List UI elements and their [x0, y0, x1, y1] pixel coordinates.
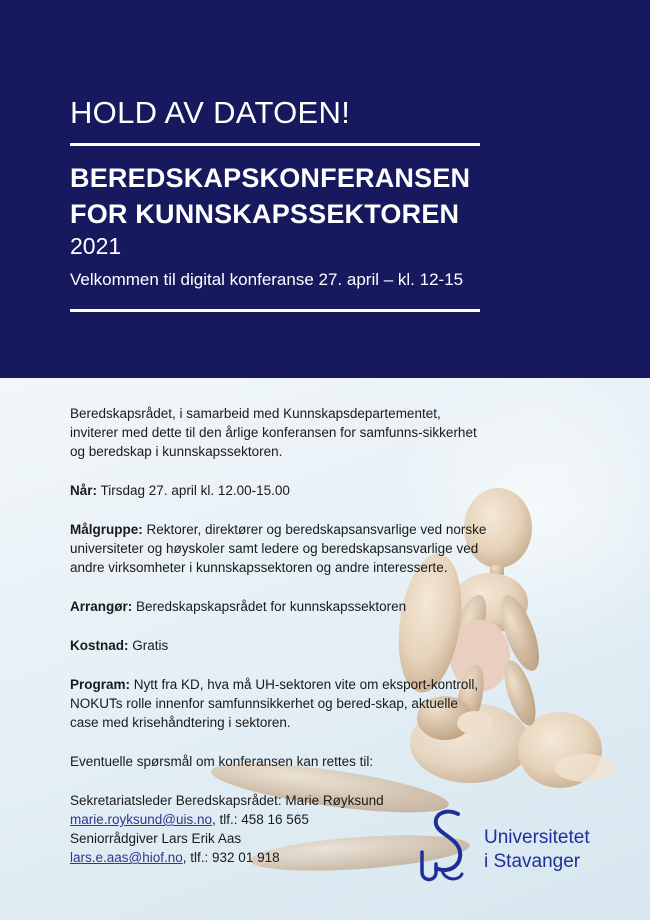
contact-1-name: Sekretariatsleder Beredskapsrådet: Marie Røyksund [70, 793, 384, 808]
organizer-label: Arrangør: [70, 599, 133, 614]
cost-paragraph [70, 636, 490, 655]
cost-text: Gratis [132, 638, 169, 653]
conference-title-line2: FOR KUNNSKAPSSEKTOREN [70, 199, 460, 229]
when-text: Tirsdag 27. april kl. 12.00-15.00 [100, 483, 290, 498]
audience-label: Målgruppe: [70, 522, 143, 537]
conference-year: 2021 [70, 233, 122, 259]
program-label: Program: [70, 677, 131, 692]
when-label: Når: [70, 483, 98, 498]
audience-text: Rektorer, direktører og beredskapsansvarlige ved norske universiteter og høyskoler samt ledere og beredskapsansvarlige ved andre virksomheter i kunnskapssektoren og andre interesserte. [70, 522, 487, 575]
header-rule-bottom [70, 309, 480, 312]
cost-label: Kostnad: [70, 638, 129, 653]
logo-wordmark [484, 826, 590, 874]
contact-2-phone: , tlf.: 932 01 918 [182, 850, 280, 865]
contact-1-email-link[interactable]: marie.royksund@uis.no [70, 812, 213, 827]
uis-logo-mark-icon [418, 808, 478, 888]
organizer-text: Beredskapskapsrådet for kunnskapssektoren [136, 599, 407, 614]
header-rule-top [70, 143, 480, 146]
contact-2-email-link[interactable]: lars.e.aas@hiof.no [70, 850, 183, 865]
audience-paragraph [70, 520, 490, 577]
logo-line2: i Stavanger [484, 851, 581, 872]
conference-title-line1: BEREDSKAPSKONFERANSEN [70, 163, 471, 193]
university-logo [418, 808, 628, 888]
when-paragraph [70, 481, 490, 500]
header-banner [0, 0, 650, 378]
organizer-paragraph [70, 597, 490, 616]
contact-2-name: Seniorrådgiver Lars Erik Aas [70, 831, 242, 846]
tagline: HOLD AV DATOEN! [70, 95, 351, 130]
intro-paragraph: Beredskapsrådet, i samarbeid med Kunnskapsdepartementet, inviterer med dette til den årlige konferansen for samfunns-sikkerhet og beredskap i kunnskapssektoren. [70, 406, 477, 459]
welcome-line: Velkommen til digital konferanse 27. april – kl. 12-15 [70, 270, 464, 289]
questions-paragraph: Eventuelle spørsmål om konferansen kan rettes til: [70, 754, 374, 769]
contact-1-phone: , tlf.: 458 16 565 [212, 812, 309, 827]
program-text: Nytt fra KD, hva må UH-sektoren vite om eksport-kontroll, NOKUTs rolle innenfor samfunnsikkerhet og bered-skap, aktuelle case med krisehåndtering i sektoren. [70, 677, 479, 730]
program-paragraph [70, 675, 490, 732]
invitation-body [70, 404, 490, 867]
logo-line1: Universitetet [484, 827, 590, 848]
